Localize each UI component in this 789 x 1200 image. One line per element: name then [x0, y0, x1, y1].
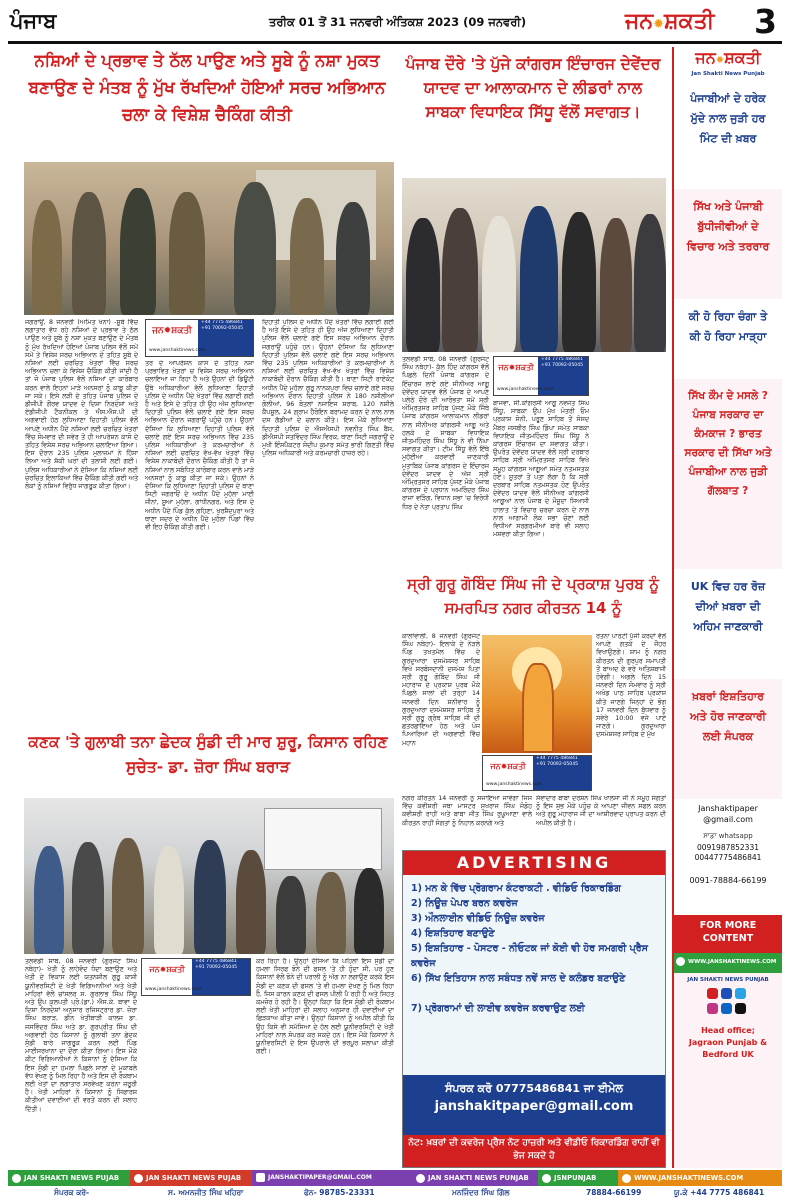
- advertising-box: [402, 850, 666, 1168]
- story1-headline: ਨਸ਼ਿਆਂ ਦੇ ਪ੍ਰਭਾਵ ਤੇ ਠੱਲ ਪਾਉਣ ਅਤੇ ਸੂਬੇ ਨੂੰ ਨਸ਼ਾ ਮੁਕਤ ਬਣਾਉਣ ਦੇ ਮੰਤਬ ਨੂੰ ਮੁੱਖ ਰੱਖਦਿਆਂ ਹੋਇਆਂ ਸਰਚ ਅਭਿਆਨ ਚਲਾ ਕੇ ਵਿਸ਼ੇਸ਼ ਚੈਕਿੰਗ ਕੀਤੀ: [28, 51, 386, 124]
- photo-screen: [264, 808, 382, 870]
- photo-person: [234, 182, 276, 315]
- footer-contact-phone2: 78884-66199: [586, 1188, 642, 1197]
- story1-photo: [24, 162, 394, 315]
- sidebar-block-6: ਖ਼ਬਰਾਂ ਇਸ਼ਤਿਹਾਰ ਅਤੇ ਹੋਰ ਜਾਣਕਾਰੀ ਲਈ ਸੰਪਰਕ: [689, 690, 766, 743]
- sidebar-office: Head office; Jagraon Punjab & Bedford UK: [688, 1026, 768, 1059]
- sidebar-contact: [674, 799, 782, 915]
- contact-email[interactable]: janshakitpaper@gmail.com: [434, 1099, 634, 1114]
- sidebar-block-4: ਸਿੱਖ ਕੌਮ ਦੇ ਮਸਲੇ ? ਪੰਜਾਬ ਸਰਕਾਰ ਦਾ ਕੰਮਕਾਜ ? ਭਾਰਤ ਸਰਕਾਰ ਦੀ ਸਿੱਖਾ ਅਤੇ ਪੰਜਾਬੀਆ ਨਾਲ ਜੁੜੀ ਗੱਲਬਾਤ ?: [684, 390, 772, 497]
- sidebar-email-user[interactable]: Janshaktipaper: [698, 804, 758, 813]
- advertising-item: 5) ਇਸ਼ਤਿਹਾਰ - ਪੋਸਟਰ - ਨੀਓਟਕ ਜਾਂ ਕੋਈ ਵੀ ਹੋਰ ਸਮਗਰੀ ਪ੍ਰੈਸ ਕਵਰੇਜ: [411, 943, 648, 969]
- story4-body-col1: ਤਲਵੰਡੀ ਸਾਬੋ, 08 ਜਨਵਰੀ (ਗੁਰਜੰਟ ਸਿੰਘ ਨਥੇਹਾ)- ਖੇਤੀ ਨੂੰ ਲਾਹੇਵੰਦ ਧੰਦਾ ਬਣਾਉਣ ਅਤੇ ਖੇਤੀ ਦੇ ਵਿਕਾਸ ਲਈ ਯਤਨਸ਼ੀਲ ਗੁਰੂ ਕਾਸ਼ੀ ਯੂਨੀਵਰਸਿਟੀ ਦੇ ਖੇਤੀ ਵਿਗਿਆਨੀਆਂ ਅਤੇ ਖੇਤੀ ਮਾਹਿਰਾਂ ਵੱਲੋਂ ਚਾਂਸਲਰ ਸ. ਗੁਰਲਾਭ ਸਿੰਘ ਸਿੱਧੂ ਅਤੇ ਉਪ ਕੁਲਪਤੀ ਪ੍ਰੋ.(ਡਾ.) ਐਸ.ਕੇ. ਬਾਵਾ ਦੇ ਦਿਸ਼ਾ ਨਿਰਦੇਸ਼ਾਂ ਅਨੁਸਾਰ ਰਜਿਸਟ੍ਰਾਰ ਡਾ. ਜ਼ੋਰਾ ਸਿੰਘ ਬਰਾੜ, ਡੀਨ ਖੇਤੀਬਾੜੀ ਕਾਲਜ ਡਾ. ਜਸਵਿੰਦਰ ਸਿੰਘ ਅਤੇ ਡਾ. ਗੁਰਪ੍ਰੀਤ ਸਿੰਘ ਦੀ ਅਗਵਾਈ ਹੇਠ ਕਿਸਾਨਾਂ ਨੂੰ ਗੁਲਾਬੀ ਤਨਾ ਛੇਦਕ ਸੁੰਡੀ ਬਾਰੇ ਜਾਗਰੂਕ ਕਰਨ ਲਈ ਪਿੰਡ ਮਾਈਸਰਖਾਨਾ ਦਾ ਦੌਰਾ ਕੀਤਾ ਗਿਆ। ਇਸ ਮੌਕੇ ਕੀਟ ਵਿਗਿਆਨੀਆਂ ਨੇ ਕਿਸਾਨਾਂ ਨੂੰ ਦੱਸਿਆ ਕਿ ਇਸ ਸੁੰਡੀ ਦਾ ਹਮਲਾ ਪਿਛਲੇ ਸਾਲਾਂ ਦੇ ਮੁਕਾਬਲੇ ਵੱਧ ਵੇਖਣ ਨੂੰ ਮਿਲ ਰਿਹਾ ਹੈ ਅਤੇ ਇਸ ਦੀ ਰੋਕਥਾਮ ਲਈ ਖੇਤਾਂ ਦਾ ਲਗਾਤਾਰ ਸਰਵੇਖਣ ਕਰਨਾ ਜ਼ਰੂਰੀ ਹੈ। ਖੇਤੀ ਮਾਹਿਰਾਂ ਨੇ ਕਿਸਾਨਾਂ ਨੂੰ ਸਿਫਾਰਸ਼ ਕੀਤੀਆਂ ਦਵਾਈਆਂ ਦੀ ਵਰਤੋਂ ਕਰਨ ਦੀ ਸਲਾਹ ਦਿੱਤੀ।: [25, 958, 137, 1113]
- ad-phone1: +44 7775 486841: [195, 959, 237, 964]
- story1-body-col2: ਤਰ ਦੇ ਆਪਰੇਸ਼ਨ ਕਾਸੋ ਦੇ ਤਹਿਤ ਨਸ਼ਾ ਪ੍ਰਭਾਵਿਤ ਖੇਤਰਾਂ ਚ ਵਿਸ਼ੇਸ਼ ਸਰਚ ਅਭਿਆਨ ਚਲਾਇਆ ਜਾ ਰਿਹਾ ਹੈ ਅਤੇ ਉਹਨਾਂ ਦੀ ਡਿਊਟੀ ਉਥੇ ਅਧਿਕਾਰੀਆਂ ਵੱਲੋਂ ਲੁਧਿਆਣਾ ਦਿਹਾਤੀ ਪੁਲਿਸ ਦੇ ਅਧੀਨ ਪੈਂਦੇ ਖੇਤਰਾਂ ਵਿੱਚ ਲਗਾਈ ਗਈ ਹੈ ਅਤੇ ਇਸੇ ਦੇ ਤਹਿਤ ਹੀ ਉਹ ਅੱਜ ਲੁਧਿਆਣਾ ਦਿਹਾਤੀ ਪੁਲਿਸ ਵੱਲੋਂ ਚਲਾਏ ਗਏ ਇਸ ਸਰਚ ਅਭਿਆਨ ਦੌਰਾਨ ਜਗਰਾਉਂ ਪਹੁੰਚੇ ਹਨ। ਉਹਨਾਂ ਦੱਸਿਆ ਕਿ ਲੁਧਿਆਣਾ ਦਿਹਾਤੀ ਪੁਲਿਸ ਵੱਲੋਂ ਚਲਾਏ ਗਏ ਇਸ ਸਰਚ ਅਭਿਆਨ ਵਿੱਚ 235 ਪੁਲਿਸ ਅਧਿਕਾਰੀਆਂ ਤੇ ਕਰਮਚਾਰੀਆਂ ਨੇ ਨਸ਼ਿਆਂ ਲਈ ਚਰਚਿਤ ਵੱਖ-ਵੱਖ ਖੇਤਰਾਂ ਵਿੱਚ ਵਿਸ਼ੇਸ਼ ਨਾਕਾਬੰਦੀ ਦੌਰਾਨ ਚੈਕਿੰਗ ਕੀਤੀ ਹੈ ਤਾਂ ਜੋ ਨਸ਼ਿਆਂ ਨਾਲ ਸਬੰਧਿਤ ਕਾਰੋਬਾਰ ਕਰਨ ਵਾਲੇ ਮਾੜੇ ਅਨਸਰਾਂ ਨੂੰ ਕਾਬੂ ਕੀਤਾ ਜਾ ਸਕੇ। ਉਹਨਾਂ ਨੇ ਦੱਸਿਆ ਕਿ ਲੁਧਿਆਣਾ ਦਿਹਾਤੀ ਪੁਲਿਸ ਦੇ ਥਾਣਾ ਸਿਟੀ ਜਗਰਾਓਂ ਦੇ ਅਧੀਨ ਪੈਂਦੇ ਮੁਹੱਲਾ ਮਾਈ ਜੀਨਾਂ, ਸੂਆ ਮੁਹੱਲਾ, ਗਾਂਧੀਨਗਰ, ਅਤੇ ਇਸ ਦੇ ਅਧੀਨ ਪੈਂਦੇ ਪਿੰਡ ਕੁੱਲ ਗਹਿਣਾ, ਖੁਰਸ਼ੈਦਪੁਰਾ ਅਤੇ ਥਾਣਾ ਸਦਰ ਦੇ ਅਧੀਨ ਪੈਂਦੇ ਮੁਹੱਲਾ ਪਿੰਡਾਂ ਵਿੱਚ ਵੀ ਇਹ ਚੈਕਿੰਗ ਕੀਤੀ ਗਈ।: [145, 360, 254, 532]
- photo-person: [336, 202, 370, 315]
- advertising-title: ADVERTISING: [403, 851, 665, 875]
- footer-contact-phone1: ਫੋਨ- 98785-23331: [304, 1188, 375, 1197]
- story2-photo: [402, 178, 666, 352]
- advertising-contact: [403, 1075, 665, 1135]
- story3-body-bottom-right: ਸੇਵਾਦਾਰ ਬਾਬਾ ਦਰਸ਼ਨ ਸਿੰਘ ਖਾਲਸਾ ਜੀ ਨੇ ਸਮੂਹ ਸੰਗਤਾਂ ਨੂੰ ਇਸ ਸ਼ੁਭ ਮੌਕੇ ਪਹੁੰਚ ਕੇ ਆਪਣਾ ਜੀਵਨ ਸਫਲ ਕਰਨ ਅਤੇ ਗੁਰੂ ਮਹਾਰਾਜ ਜੀ ਦਾ ਆਸ਼ੀਰਵਾਦ ਪ੍ਰਾਪਤ ਕਰਨ ਦੀ ਅਪੀਲ ਕੀਤੀ ਹੈ।: [536, 795, 666, 827]
- sidebar: [672, 47, 782, 1168]
- photo-person: [194, 840, 226, 954]
- twitter-icon: [542, 1174, 551, 1183]
- youtube-icon[interactable]: [707, 988, 718, 999]
- footer-instagram[interactable]: JAN SHAKTI NEWS PUNJAB: [412, 1170, 538, 1186]
- footer-facebook[interactable]: JAN SHAKTI NEWS PUJAB: [130, 1170, 252, 1186]
- photo-person: [276, 876, 306, 954]
- sidebar-whatsapp-1: 0091987852331: [696, 843, 760, 852]
- masthead: [0, 0, 789, 44]
- issue-date: ਤਰੀਕ 01 ਤੋਂ 31 ਜਨਵਰੀ ਅੰਤਿਕਸ਼ 2023 (09 ਜਨਵਰੀ): [269, 15, 527, 29]
- photo-person: [120, 188, 156, 315]
- footer-contact-label: ਸੰਪਰਕ ਕਰੋ-: [54, 1188, 90, 1197]
- story3-guru-illustration: [482, 635, 592, 753]
- photo-person: [72, 192, 106, 315]
- photo-person: [482, 216, 516, 352]
- ad-site: www.janshaktinews.com: [497, 387, 554, 392]
- sidebar-block-5: UK ਵਿਚ ਹਰ ਰੋਜ਼ ਦੀਆਂ ਖ਼ਬਰਾ ਦੀ ਅਹਿਮ ਜਾਣਕਾਰੀ: [674, 569, 782, 679]
- footer-email[interactable]: JANSHAKTIPAPER@GMAIL.COM: [252, 1170, 412, 1186]
- footer-contact-name2: ਮਨਜਿੰਦਰ ਸਿੰਘ ਗਿੱਲ: [452, 1188, 510, 1197]
- youtube-icon: [12, 1174, 21, 1183]
- footer-contact-phone-uk: ਯੂ.ਕੇ +44 7775 486841: [674, 1188, 765, 1197]
- photo-person: [562, 212, 596, 352]
- page-number: 3: [754, 2, 777, 41]
- ad-phone2: +91 70092-05045: [536, 762, 579, 767]
- section-label: ਪੰਜਾਬ: [10, 9, 57, 33]
- sidebar-block-2: ਸਿੱਖ ਅਤੇ ਪੰਜਾਬੀ ਬੁੱਧੀਜੀਵੀਆਂ ਦੇ ਵਿਚਾਰ ਅਤੇ ਤਰਰਾਰ: [686, 200, 770, 253]
- photo-person: [600, 218, 632, 352]
- inline-ad-story3: [482, 755, 592, 791]
- footer-bar: [8, 1170, 782, 1186]
- sidebar-logo: ਜਨ✹ਸ਼ਕਤੀ Jan Shakti News Punjab: [674, 47, 782, 79]
- twitter-icon[interactable]: [735, 988, 746, 999]
- sidebar-social-title: JAN SHAKTI NEWS PUNJAB: [687, 977, 769, 983]
- footer-youtube[interactable]: JAN SHAKTI NEWS PUJAB: [8, 1170, 130, 1186]
- sidebar-whatsapp-2: 00447775486841: [694, 853, 762, 862]
- photo-person: [354, 868, 384, 954]
- masthead-rule: [8, 41, 782, 44]
- photo-person: [154, 846, 184, 954]
- advertising-item: 4) ਇਸ਼ਤਿਹਾਰ ਬਣਾਉਣੇ: [411, 928, 495, 939]
- globe-icon: [622, 1174, 631, 1183]
- globe-icon: [676, 957, 685, 966]
- footer-twitter[interactable]: JSNPUNJAB: [538, 1170, 618, 1186]
- ad-phone1: +44 7775 486841: [536, 756, 578, 761]
- photo-person: [316, 872, 346, 954]
- advertising-item: 7) ਪ੍ਰੋਗਰਾਮਾਂ ਦੀ ਲਾਈਵ ਕਵਰੇਜ ਕਰਵਾਉਣ ਲਈ: [411, 1003, 585, 1014]
- photo-person: [169, 192, 205, 315]
- sidebar-email-domain[interactable]: @gmail.com: [703, 815, 753, 824]
- footer-contact-row: [8, 1186, 782, 1200]
- logo-flame-icon: ✹: [653, 17, 665, 32]
- advertising-list: [403, 875, 665, 1075]
- story3-body-bottom-left: ਨਗਰ ਕੀਰਤਨ 14 ਜਨਵਰੀ ਨੂੰ ਸਜਾਇਆ ਜਾਵੇਗਾ ਜਿਸ ਵਿੱਚ ਕਵੀਸ਼ਰੀ ਜਥਾ ਮਾਸਟਰ ਸੁਖਰਾਜ ਸਿੰਘ ਜੰਡੋਹ ਕਵੀਸ਼ਰੀ ਰਾਹੀਂ ਅਤੇ ਬਾਬਾ ਜੀਤ ਸਿੰਘ ਰੁਘੂਆਣਾ ਵਾਲੇ ਕੀਰਤਨ ਰਾਹੀਂ ਸੰਗਤਾਂ ਨੂੰ ਨਿਹਾਲ ਕਰਨਗੇ ਅਤੇ: [402, 795, 532, 827]
- sidebar-phone: 0091-78884-66199: [689, 876, 767, 885]
- figure-shape: [522, 663, 554, 753]
- story1-body-col3: ਦਿਹਾਤੀ ਪੁਲਿਸ ਦੇ ਅਧੀਨ ਪੈਂਦੇ ਖੇਤਰਾਂ ਵਿੱਚ ਲਗਾਈ ਗਈ ਹੈ ਅਤੇ ਇਸੇ ਦੇ ਤਹਿਤ ਹੀ ਉਹ ਅੱਜ ਲੁਧਿਆਣਾ ਦਿਹਾਤੀ ਪੁਲਿਸ ਵੱਲੋਂ ਚਲਾਏ ਗਏ ਇਸ ਸਰਚ ਅਭਿਆਨ ਦੌਰਾਨ ਜਗਰਾਉਂ ਪਹੁੰਚੇ ਹਨ। ਉਹਨਾਂ ਦੱਸਿਆ ਕਿ ਲੁਧਿਆਣਾ ਦਿਹਾਤੀ ਪੁਲਿਸ ਵੱਲੋਂ ਚਲਾਏ ਗਏ ਇਸ ਸਰਚ ਅਭਿਆਨ ਵਿੱਚ 235 ਪੁਲਿਸ ਅਧਿਕਾਰੀਆਂ ਤੇ ਕਰਮਚਾਰੀਆਂ ਨੇ ਨਸ਼ਿਆਂ ਲਈ ਚਰਚਿਤ ਵੱਖ-ਵੱਖ ਖੇਤਰਾਂ ਵਿੱਚ ਵਿਸ਼ੇਸ਼ ਨਾਕਾਬੰਦੀ ਦੌਰਾਨ ਚੈਕਿੰਗ ਕੀਤੀ ਹੈ। ਥਾਣਾ ਸਿਟੀ ਰਾਏਕੋਟ ਅਧੀਨ ਪੈਂਦੇ ਮੁਹੱਲਾ ਗੁਰੂ ਨਾਨਕਪੁਰਾ ਵਿਚ ਚਲਾਏ ਗਏ ਸਰਚ ਅਭਿਆਨ ਦੌਰਾਨ ਦਿਹਾਤੀ ਪੁਲਿਸ ਨੇ 180 ਨਸ਼ੀਲੀਆਂ ਗੋਲੀਆਂ, 96 ਬੋਤਲਾਂ ਨਜਾਇਜ ਸ਼ਰਾਬ, 120 ਨਸ਼ੀਲੇ ਕੈਪਸੂਲ, 24 ਗ੍ਰਾਮ ਹੈਰੋਇਨ ਬਰਾਮਦ ਕਰਨ ਦੇ ਨਾਲ ਨਾਲ ਦਸ ਗੱਡੀਆਂ ਦੇ ਚਲਾਨ ਕੀਤੇ। ਇਸ ਮੌਕੇ ਲੁਧਿਆਣਾ ਦਿਹਾਤੀ ਪੁਲਿਸ ਦੇ ਐਸਐਸਪੀ ਨਵਨੀਤ ਸਿੰਘ ਬੈਂਸ, ਡੀਐਸਪੀ ਸਤਵਿੰਦਰ ਸਿੰਘ ਵਿਰਕ, ਥਾਣਾ ਸਿਟੀ ਜਗਰਾਉਂ ਦੇ ਮੁਖੀ ਇੰਸਪੈਕਟਰ ਸੰਦੀਪ ਕੁਮਾਰ ਸਮੇਤ ਭਾਰੀ ਗਿਣਤੀ ਵਿੱਚ ਪੁਲਿਸ ਅਧਿਕਾਰੀ ਅਤੇ ਕਰਮਚਾਰੀ ਹਾਜ਼ਰ ਰਹੇ।: [262, 319, 394, 458]
- contact-phone: ਸੰਪਰਕ ਕਰੋ 07775486841 ਜਾ ਈਮੇਲ: [445, 1082, 623, 1095]
- story3-headline: ਸ੍ਰੀ ਗੁਰੂ ਗੋਬਿੰਦ ਸਿੰਘ ਜੀ ਦੇ ਪ੍ਰਕਾਸ਼ ਪੁਰਬ ਨੂੰ ਸਮਰਪਿਤ ਨਗਰ ਕੀਰਤਨ 14 ਨੂੰ: [407, 575, 659, 617]
- ad-phone2: +91 70092-05045: [541, 363, 584, 368]
- facebook-icon[interactable]: [721, 988, 732, 999]
- photo-person: [406, 218, 440, 352]
- instagram-icon: [416, 1174, 425, 1183]
- ad-phone2: +91 70092-05045: [201, 326, 244, 331]
- instagram-icon[interactable]: [707, 1003, 718, 1014]
- ad-phone1: +44 7775 486841: [201, 320, 243, 325]
- story3-body-col2: ਰਤਨਾ ਪਾਰਟੀ ਪੁੱਜੀ ਕਰਦਾਂ ਵੱਲੋਂ ਆਪਣੇ ਗਤਕੇ ਦੇ ਜੌਹਰ ਵਿਖਾਉਣਗੇ। ਸ਼ਾਮ ਨੂੰ ਨਗਰ ਕੀਰਤਨ ਦੀ ਗੁਰਪੁਰ ਸਮਾਪਤੀ ਤੋਂ ਬਾਅਦ ਫੇ ਵਰੇ ਅਤਿਸ਼ਬਾਜੀ ਹੋਵੇਗੀ। ਅਗਲੇ ਦਿਨ 15 ਜਨਵਰੀ ਦਿਨ ਸੋਮਵਾਰ ਨੂੰ ਸ੍ਰੀ ਅਖੰਡ ਪਾਠ ਸਾਹਿਬ ਪ੍ਰਕਾਸ਼ ਕੀਤੇ ਜਾਣਗੇ ਜਿਨ੍ਹਾਂ ਦੇ ਭੋਗ 17 ਜਨਵਰੀ ਦਿਨ ਬੁੱਧਵਾਰ ਨੂੰ ਸਵੇਰੇ 10:00 ਵਜੇ ਪਾਏ ਜਾਣਗੇ। ਗੁਰਦੁਆਰਾ ਦਸਮੇਸ਼ਸਰ ਸਾਹਿਬ ਦੇ ਮੁੱਖ: [596, 633, 666, 739]
- inline-ad-story1: [145, 319, 254, 357]
- advertising-item: 6) ਸਿੱਖ ਇਤਿਹਾਸ ਨਾਲ ਸਬੰਧਤ ਨਵੇਂ ਸਾਲ ਦੇ ਕਲੰਡਰ ਬਣਾਉਣੇ: [411, 973, 626, 984]
- photo-person: [34, 846, 64, 954]
- story4-body-col2: ਕਰ ਰਿਹਾ ਹੈ। ਉਨ੍ਹਾਂ ਦੱਸਿਆ ਕਿ ਪਹਿਲਾਂ ਇਸ ਸੁੰਡੀ ਦਾ ਹਮਲਾ ਸਿਰਫ ਝੋਨੇ ਦੀ ਫਸਲ 'ਤੇ ਹੀ ਹੁੰਦਾ ਸੀ, ਪਰ ਹੁਣ ਕਿਸਾਨਾਂ ਵੱਲੋਂ ਝੋਨੇ ਦੀ ਪਰਾਲੀ ਨੂੰ ਅੱਗ ਨਾ ਲਗਾਉਣ ਕਰਕੇ ਇਸ ਸੁੰਡੀ ਦਾ ਕਣਕ ਦੀ ਫਸਲ 'ਤੇ ਵੀ ਹਮਲਾ ਦੇਖਣ ਨੂੰ ਮਿਲ ਰਿਹਾ ਹੈ, ਜਿਸ ਕਾਰਨ ਕਣਕ ਦੀ ਫਸਲ ਪੀਲੀ ਪੈ ਰਹੀ ਹੈ ਅਤੇ ਸਿਹਤ ਕਮਜ਼ੋਰ ਹੋ ਰਹੀ ਹੈ। ਉਨ੍ਹਾਂ ਕਿਹਾ ਕਿ ਇਸ ਸੁੰਡੀ ਦੀ ਰੋਕਥਾਮ ਲਈ ਖੇਤੀ ਮਾਹਿਰਾਂ ਦੀ ਸਲਾਹ ਅਨੁਸਾਰ ਹੀ ਦਵਾਈਆਂ ਦਾ ਛਿੜਕਾਅ ਕੀਤਾ ਜਾਵੇ। ਉਨ੍ਹਾਂ ਕਿਸਾਨਾਂ ਨੂੰ ਅਪੀਲ ਕੀਤੀ ਕਿ ਉਹ ਕਿਸੇ ਵੀ ਸਮੱਸਿਆ ਦੇ ਹੱਲ ਲਈ ਯੂਨੀਵਰਸਿਟੀ ਦੇ ਖੇਤੀ ਮਾਹਿਰਾਂ ਨਾਲ ਸੰਪਰਕ ਕਰ ਸਕਦੇ ਹਨ। ਇਸ ਮੌਕੇ ਕਿਸਾਨਾਂ ਨੇ ਯੂਨੀਵਰਸਿਟੀ ਦੇ ਇਸ ਉਪਰਾਲੇ ਦੀ ਭਰਪੂਰ ਸ਼ਲਾਘਾ ਕੀਤੀ ਗਈ।: [256, 958, 394, 1056]
- photo-person: [72, 842, 104, 954]
- photo-person: [236, 850, 266, 954]
- sidebar-logo-sub: Jan Shakti News Punjab: [691, 71, 765, 77]
- facebook-icon: [134, 1174, 143, 1183]
- sidebar-more-content[interactable]: FOR MORE CONTENT: [674, 915, 782, 953]
- logo-flame-icon: ✹: [715, 55, 725, 66]
- advertising-item: 3) ਔਨਲਾਈਨ ਵੀਡਿਓ ਨਿਊਜ਼ ਕਵਰੇਜ: [411, 913, 545, 924]
- ad-phone1: +44 7775 486841: [541, 357, 583, 362]
- ad-site: www.janshaktinews.com: [145, 987, 202, 992]
- story4-headline: ਕਣਕ 'ਤੇ ਗੁਲਾਬੀ ਤਨਾ ਛੇਦਕ ਸੁੰਡੀ ਦੀ ਮਾਰ ਸ਼ੁਰੂ, ਕਿਸਾਨ ਰਹਿਣ ਸੁਚੇਤ- ਡਾ. ਜ਼ੋਰਾ ਸਿੰਘ ਬਰਾੜ: [28, 733, 388, 776]
- story2-body-col3: [593, 356, 666, 561]
- photo-person: [32, 200, 62, 315]
- footer-contact-name1: ਸ. ਅਮਨਜੀਤ ਸਿੰਘ ਖਹਿਰਾ: [168, 1188, 244, 1197]
- sidebar-site[interactable]: WWW.JANSHAKTINEWS.COM: [674, 953, 782, 973]
- story1-body-col1: ਜਗਰਾਉਂ, 8 ਜਨਵਰੀ (ਅਮਿਤ ਖੰਨਾ) -ਸੂਬੇ ਵਿੱਚ ਲਗਾਤਾਰ ਵੱਧ ਰਹੇ ਨਸ਼ਿਆਂ ਦੇ ਪ੍ਰਭਾਵ ਤੇ ਠੱਲ ਪਾਉਣ ਅਤੇ ਸੂਬੇ ਨੂੰ ਨਸ਼ਾ ਮੁਕਤ ਬਣਾਉਣ ਦੇ ਮੰਤਬ ਨੂੰ ਮੁੱਖ ਰੱਖਦਿਆਂ ਹੋਇਆਂ ਪੰਜਾਬ ਪੁਲਿਸ ਵੱਲੋਂ ਸਮੇਂ ਸਮੇਂ ਤੇ ਵਿਸ਼ੇਸ਼ ਸਰਚ ਅਭਿਆਨ ਦੇ ਤਹਿਤ ਸੂਬੇ ਦੇ ਨਸ਼ਿਆਂ ਲਈ ਚਰਚਿਤ ਖੇਤਰਾਂ ਵਿੱਚ ਸਰਚ ਅਭਿਆਨ ਚਲਾ ਕੇ ਵਿਸ਼ੇਸ਼ ਚੈਕਿੰਗ ਕੀਤੀ ਜਾਂਦੀ ਹੈ ਤਾਂ ਜੋ ਪੰਜਾਬ ਪੁਲਿਸ ਵੱਲੋਂ ਨਸ਼ਿਆਂ ਦਾ ਕਾਰੋਬਾਰ ਕਰਨ ਵਾਲੇ ਇਹਨਾਂ ਮਾੜੇ ਅਨਸਰਾਂ ਨੂੰ ਕਾਬੂ ਕੀਤਾ ਜਾ ਸਕੇ। ਇਸੇ ਲੜੀ ਦੇ ਤਹਿਤ ਪੰਜਾਬ ਪੁਲਿਸ ਦੇ ਡੀਜੀਪੀ ਗੌਰਵ ਯਾਦਵ ਦੇ ਦਿਸ਼ਾ ਨਿਰਦੇਸ਼ਾਂ ਅਤੇ ਏਡੀਜੀਪੀ ਟੈਕਨੀਕਲ ਤੇ ਐਸ.ਐਸ.ਪੀ ਦੀ ਅਗਵਾਈ ਹੇਠ ਲੁਧਿਆਣਾ ਦਿਹਾਤੀ ਪੁਲਿਸ ਵੱਲੋਂ ਆਪਣੇ ਅਧੀਨ ਪੈਂਦੇ ਨਸ਼ਿਆਂ ਲਈ ਚਰਚਿਤ ਖੇਤਰਾਂ ਵਿੱਚ ਸੋਮਵਾਰ ਦੀ ਸਵੇਰ ਤੋਂ ਹੀ ਆਪਰੇਸ਼ਨ ਕਾਸੋ ਦੇ ਤਹਿਤ ਵਿਸ਼ੇਸ਼ ਸਰਚ ਅਭਿਆਨ ਚਲਾਇਆ ਗਿਆ। ਇਸ ਦੌਰਾਨ 235 ਪੁਲਿਸ ਮੁਲਾਜ਼ਮਾਂ ਨੇ ਹਿੱਸਾ ਲਿਆ ਅਤੇ ਸ਼ੱਕੀ ਘਰਾਂ ਦੀ ਤਲਾਸ਼ੀ ਲਈ ਗਈ। ਪੁਲਿਸ ਅਧਿਕਾਰੀਆਂ ਨੇ ਦੱਸਿਆ ਕਿ ਨਸ਼ਿਆਂ ਲਈ ਚਰਚਿਤ ਇਲਾਕਿਆਂ ਵਿੱਚ ਚੈਕਿੰਗ ਕੀਤੀ ਗਈ ਅਤੇ ਲੋਕਾਂ ਨੂੰ ਨਸ਼ਿਆਂ ਵਿਰੁੱਧ ਜਾਗਰੂਕ ਕੀਤਾ ਗਿਆ।: [25, 319, 138, 491]
- sidebar-whatsapp-label: ਸਾਡਾ whatsapp: [703, 832, 753, 840]
- story4-photo: [24, 798, 394, 954]
- tiktok-icon[interactable]: [735, 1003, 746, 1014]
- advertising-note: ਨੋਟ: ਖ਼ਬਰਾਂ ਦੀ ਕਵਰੇਜ ਪ੍ਰੈਸ ਨੋਟ ਹਾਜ਼ਰੀ ਅਤੇ ਵੀਡੀਓ ਰਿਕਾਰਡਿੰਗ ਰਾਹੀਂ ਵੀ ਭੇਜ ਸਕਦੇ ਹੋ: [403, 1135, 665, 1167]
- ad-logo: ਜਨ✹ਸ਼ਕਤੀ: [149, 965, 185, 974]
- photo-person: [112, 838, 144, 954]
- logo-part-left: ਜਨ: [625, 9, 654, 34]
- photo-person: [520, 206, 558, 352]
- ad-logo: ਜਨ✹ਸ਼ਕਤੀ: [490, 762, 526, 771]
- story2-body-col1: ਤਲਵੰਡੀ ਸਾਬੋ, 08 ਜਨਵਰੀ (ਗੁਰਜੰਟ ਸਿੰਘ ਨਥੇਹਾ)- ਕੁੱਲ ਹਿੰਦ ਕਾਂਗਰਸ ਵੱਲੋਂ ਪਿਛਲੇ ਦਿਨੀਂ ਪੰਜਾਬ ਕਾਂਗਰਸ ਦੇ ਇੰਚਾਰਜ ਲਾਏ ਗਏ ਸੀਨੀਅਰ ਆਗੂ ਦੇਵੇਂਦਰ ਯਾਦਵ ਵੱਲੋਂ ਪੰਜਾਬ ਦੇ ਆਪਣੇ ਪਲੇਠੇ ਦੌਰੇ ਦੀ ਆਰੰਭਤਾ ਸਮੇਂ ਸ੍ਰੀ ਅੰਮ੍ਰਿਤਸਰ ਸਾਹਿਬ ਪੁੱਜਣ ਮੌਕੇ ਜਿੱਥੇ ਪੰਜਾਬ ਕਾਂਗਰਸ ਆਲਾਕਮਾਨ ਲੀਡਰਾਂ ਨਾਲ ਸੀਨੀਅਰ ਕਾਂਗਰਸੀ ਆਗੂ ਅਤੇ ਹਲਕੇ ਦੇ ਸਾਬਕਾ ਵਿਧਾਇਕ ਜੀਤਮਹਿੰਦਰ ਸਿੰਘ ਸਿੱਧੂ ਨੇ ਵੀ ਨਿੱਘਾ ਸਵਾਗਤ ਕੀਤਾ। ਟੀਮ ਸਿੱਧੂ ਵੱਲੋਂ ਇੱਥੇ ਮੁਹੱਈਆ ਕਰਵਾਈ ਜਾਣਕਾਰੀ ਮੁਤਾਬਿਕ ਪੰਜਾਬ ਕਾਂਗਰਸ ਦੇ ਇੰਚਾਰਜ ਦੇਵੇਂਦਰ ਯਾਦਵ ਦੇ ਅੱਜ ਸ੍ਰੀ ਅੰਮ੍ਰਿਤਸਰ ਸਾਹਿਬ ਪੁੱਜਣ ਮੌਕੇ ਪੰਜਾਬ ਕਾਂਗਰਸ ਦੇ ਪ੍ਰਧਾਨ ਅਮਰਿੰਦਰ ਸਿੰਘ ਰਾਜਾ ਵੜਿੰਗ, ਵਿਧਾਨ ਸਭਾ 'ਚ ਵਿਰੋਧੀ ਧਿਰ ਦੇ ਨੇਤਾ ਪ੍ਰਤਾਪ ਸਿੰਘ: [402, 356, 489, 511]
- logo-part-right: ਸ਼ਕਤੀ: [664, 9, 715, 34]
- masthead-logo: [625, 8, 745, 36]
- ad-phone2: +91 70092-05045: [195, 965, 238, 970]
- advertising-item: 2) ਨਿਊਜ਼ ਪੇਪਰ ਬਰਨ ਕਵਰੇਜ: [411, 898, 518, 909]
- advertising-item: 1) ਮਨ ਕੇ ਵਿੱਚ ਪ੍ਰੋਗਰਾਮ ਕੰਟਰਾਕਟੀ . ਵੀਡਿਓ ਰਿਕਾਰਡਿੰਗ: [411, 883, 621, 894]
- sidebar-block-3: ਕੀ ਹੋ ਰਿਹਾ ਚੰਗਾ ਤੇ ਕੀ ਹੋ ਰਿਹਾ ਮਾੜ੍ਹਾ: [674, 299, 782, 379]
- ad-logo: ਜਨ✹ਸ਼ਕਤੀ: [152, 326, 192, 336]
- story2-headline: ਪੰਜਾਬ ਦੌਰੇ 'ਤੇ ਪੁੱਜੇ ਕਾਂਗਰਸ ਇੰਚਾਰਜ ਦੇਵੇਂਦਰ ਯਾਦਵ ਦਾ ਆਲਾਕਮਾਨ ਦੇ ਲੀਡਰਾਂ ਨਾਲ ਸਾਬਕਾ ਵਿਧਾਇਕ ਸਿੱਧੂ ਵੱਲੋਂ ਸਵਾਗਤ।: [405, 55, 661, 121]
- mail-icon: [256, 1173, 265, 1182]
- linkedin-icon[interactable]: [721, 1003, 732, 1014]
- ad-logo: ਜਨ✹ਸ਼ਕਤੀ: [498, 363, 534, 372]
- sidebar-social: [674, 973, 782, 1021]
- photo-person: [442, 208, 478, 352]
- sidebar-block-1: ਪੰਜਾਬੀਆਂ ਦੇ ਹਰੇਕ ਮੁੱਦੇ ਨਾਲ ਜੁੜੀ ਹਰ ਮਿੰਟ ਦੀ ਖ਼ਬਰ: [674, 79, 782, 189]
- ad-site: www.janshaktinews.com: [149, 348, 206, 353]
- photo-person: [634, 214, 666, 352]
- ad-site: www.janshaktinews.com: [486, 782, 543, 787]
- story3-body-col1: ਕਾਲਾਂਵਾਲੀ, 8 ਜਨਵਰੀ (ਗੁਰਜੰਟ ਸਿੰਘ ਨਥੇਹਾ)- ਇਲਾਕੇ ਦੇ ਨੇੜਲੇ ਪਿੰਡ ਤਖਤਮੱਲ ਵਿੱਚ ਦੇ ਗੁਰਦੁਆਰਾ ਦਸਮੇਸ਼ਸਰ ਸਾਹਿਬ ਵਿਖੇ ਸਰਬੰਸਦਾਨੀ ਦਸਮੇਸ਼ ਪਿਤਾ ਸ੍ਰੀ ਗੁਰੂ ਗੋਬਿੰਦ ਸਿੰਘ ਜੀ ਮਹਾਰਾਜ ਦੇ ਪ੍ਰਕਾਸ਼ ਪੁਰਬ ਮੌਕੇ ਪਿਛਲੇ ਸਾਲਾਂ ਦੀ ਤਰ੍ਹਾਂ 14 ਜਨਵਰੀ ਦਿਨ ਸ਼ਨੀਵਾਰ ਨੂੰ ਗੁਰਦੁਆਰਾ ਦਸਮੇਸ਼ਸਰ ਸਾਹਿਬ ਤੋਂ ਸ੍ਰੀ ਗੁਰੂ ਗ੍ਰੰਥ ਸਾਹਿਬ ਜੀ ਦੀ ਛਤਰਛਾਇਆ ਹੇਠ ਅਤੇ ਪੰਜ ਪਿਆਰਿਆਂ ਦੀ ਅਗਵਾਈ ਵਿੱਚ ਮਹਾਨ: [402, 633, 480, 747]
- inline-ad-story4: [141, 958, 251, 996]
- story2-body-col2: ਬਾਜਵਾ, ਸੀ.ਕਾਂਗਰਸੀ ਆਗੂ ਨਵਜੋਤ ਸਿੰਘ ਸਿੱਧੂ, ਸਾਬਕਾ ਉਪ ਮੁੱਖ ਮੰਤਰੀ ਓਮ ਪ੍ਰਕਾਸ਼ ਸੋਨੀ, ਪਰੂਣ ਸਾਹਿਬ ਤੋਂ ਸੰਸਦ ਮੈਂਬਰ ਜਸਬੀਰ ਸਿੰਘ ਡਿੰਪਾ ਸਮੇਤ ਸਾਬਕਾ ਵਿਧਾਇਕ ਜੀਤਮਹਿੰਦਰ ਸਿੰਘ ਸਿੱਧੂ ਨੇ ਕਾਂਗਰਸ ਇੰਚਾਰਜ ਦਾ ਸਵਾਗਤ ਕੀਤਾ। ਉਪਰੰਤ ਦੇਵੇਂਦਰ ਯਾਦਵ ਵੱਲੋਂ ਸ੍ਰੀ ਦਰਬਾਰ ਸਾਹਿਬ ਸ੍ਰੀ ਅੰਮ੍ਰਿਤਸਰ ਸਾਹਿਬ ਵਿਖੇ ਸਮੂਹ ਕਾਂਗਰਸ ਆਗੂਆਂ ਸਮੇਤ ਨਤਮਸਤਕ ਹੋਏ। ਸੂਤਰਾਂ ਤੋਂ ਪਤਾ ਲੱਗਾ ਹੈ ਕਿ ਸ੍ਰੀ ਦਰਬਾਰ ਸਾਹਿਬ ਨਤਮਸਤਕ ਹੋਣ ਉਪਰੰਤ ਦੇਵੇਂਦਰ ਯਾਦਵ ਵੱਲੋਂ ਸੀਨੀਅਰ ਕਾਂਗਰਸੀ ਆਗੂਆਂ ਨਾਲ ਪੰਜਾਬ ਦੇ ਮੌਜੂਦਾ ਸਿਆਸੀ ਹਾਲਾਤ 'ਤੇ ਵਿਚਾਰ ਚਰਚਾ ਕਰਨ ਦੇ ਨਾਲ ਨਾਲ ਆਗਾਮੀ ਲੋਕ ਸਭਾ ਚੋਣਾਂ ਲਈ ਵਿਧੀਆਂ ਸਰਗਰਮੀਆਂ ਬਾਰੇ ਵੀ ਸਲਾਹ ਮਸ਼ਵਰਾ ਕੀਤਾ ਗਿਆ।: [493, 400, 589, 539]
- inline-ad-story2: [493, 356, 589, 396]
- footer-website[interactable]: WWW.JANSHAKTINEWS.COM: [618, 1170, 782, 1186]
- photo-person: [290, 198, 324, 315]
